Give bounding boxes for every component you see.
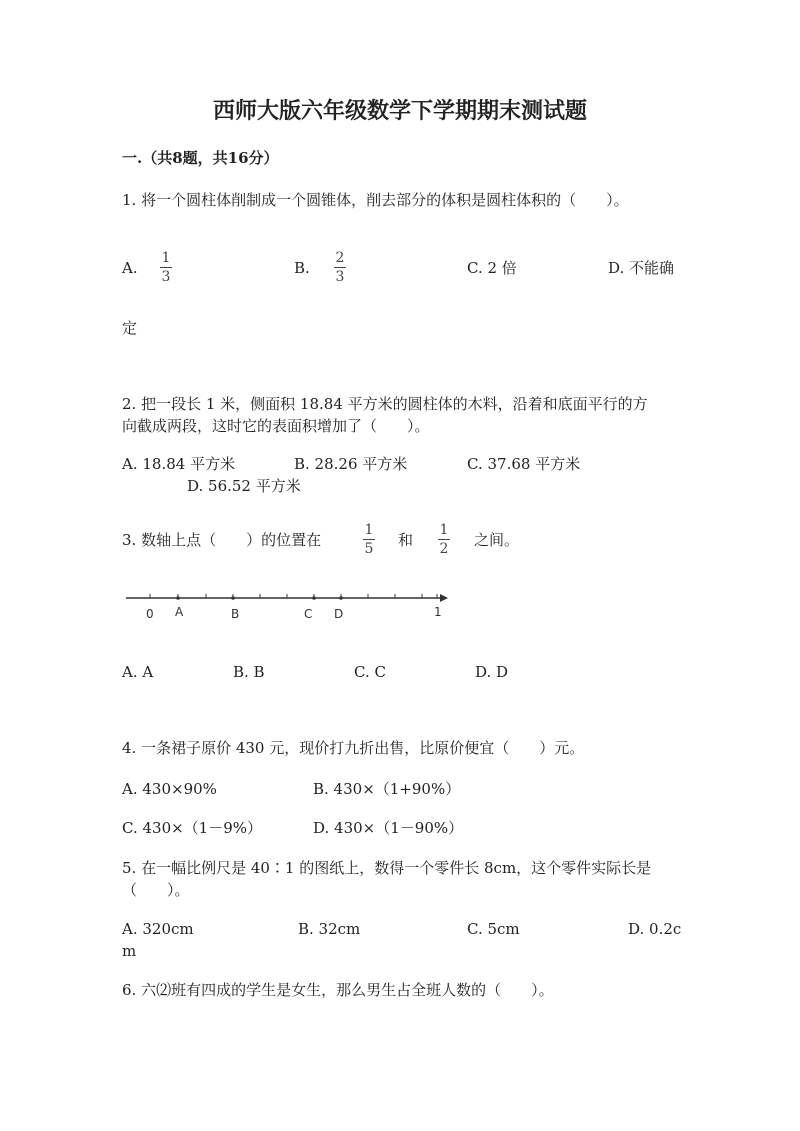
section-header: 一.（共8题，共16分）: [122, 149, 279, 167]
q2-option-c: C. 37.68 平方米: [467, 455, 581, 473]
question-2-stem-line1: 2. 把一段长 1 米，侧面积 18.84 平方米的圆柱体的木料，沿着和底面平行的方: [122, 395, 648, 413]
question-3-stem-suffix: 之间。: [474, 531, 520, 549]
question-5-stem-line1: 5. 在一幅比例尺是 40∶1 的图纸上，数得一个零件长 8cm，这个零件实际长是: [122, 859, 652, 877]
q1-option-b-label: B.: [294, 259, 310, 277]
q4-option-d: D. 430×（1－90%）: [313, 819, 464, 837]
question-6-stem: 6. 六⑵班有四成的学生是女生，那么男生占全班人数的（ ）。: [122, 981, 554, 999]
number-line-arrow: [440, 594, 448, 602]
question-1-stem: 1. 将一个圆柱体削制成一个圆锥体，削去部分的体积是圆柱体积的（ ）。: [122, 191, 629, 209]
q5-option-c: C. 5cm: [467, 920, 520, 938]
q1-option-d: D. 不能确: [608, 259, 675, 277]
point-b-marker: [231, 596, 235, 600]
fraction-numerator: 1: [364, 522, 374, 538]
q4-option-c: C. 430×（1－9%）: [122, 819, 263, 837]
question-2-stem-line2: 向截成两段，这时它的表面积增加了（ ）。: [122, 417, 430, 435]
q2-option-d: D. 56.52 平方米: [187, 477, 301, 495]
q4-option-a: A. 430×90%: [122, 780, 217, 798]
fraction-bar: [160, 267, 172, 268]
q3-option-c: C. C: [354, 663, 386, 681]
point-b-label: B: [231, 607, 240, 621]
q3-and-text: 和: [398, 531, 414, 549]
point-c-label: C: [304, 607, 313, 621]
fraction-numerator: 2: [335, 250, 345, 266]
q5-option-d-wrap: m: [122, 942, 137, 960]
fraction-denominator: 3: [161, 269, 171, 285]
number-line-one-label: 1: [434, 605, 442, 619]
q5-option-a: A. 320cm: [122, 920, 194, 938]
fraction-denominator: 5: [364, 541, 374, 557]
q1-option-a-fraction: [158, 250, 174, 285]
fraction-numerator: 1: [161, 250, 171, 266]
fraction-numerator: 1: [439, 522, 449, 538]
fraction-bar: [363, 539, 375, 540]
q3-fraction-one-fifth: [361, 522, 377, 557]
number-line-zero-label: 0: [146, 607, 154, 621]
point-d-label: D: [334, 607, 344, 621]
q3-option-d: D. D: [475, 663, 509, 681]
fraction-denominator: 2: [439, 541, 449, 557]
q1-option-c: C. 2 倍: [467, 259, 517, 277]
q3-option-b: B. B: [233, 663, 265, 681]
question-4-stem: 4. 一条裙子原价 430 元，现价打九折出售，比原价便宜（ ）元。: [122, 739, 585, 757]
page-title: 西师大版六年级数学下学期期末测试题: [212, 98, 587, 124]
q5-option-d: D. 0.2c: [628, 920, 682, 938]
question-3-stem-prefix: 3. 数轴上点（ ）的位置在: [122, 531, 322, 549]
q1-option-d-wrap: 定: [122, 319, 138, 337]
question-5-stem-line2: （ ）。: [122, 881, 190, 899]
q1-option-a-label: A.: [122, 259, 138, 277]
fraction-bar: [334, 267, 346, 268]
q5-option-b: B. 32cm: [298, 920, 361, 938]
number-line: [122, 588, 452, 628]
q3-option-a: A. A: [122, 663, 154, 681]
fraction-denominator: 3: [335, 269, 345, 285]
q2-option-b: B. 28.26 平方米: [294, 455, 408, 473]
q4-option-b: B. 430×（1+90%）: [313, 780, 461, 798]
point-c-marker: [312, 596, 316, 600]
point-a-label: A: [175, 605, 184, 619]
q2-option-a: A. 18.84 平方米: [122, 455, 236, 473]
q3-fraction-one-half: [436, 522, 452, 557]
point-d-marker: [339, 596, 343, 600]
point-a-marker: [176, 596, 180, 600]
q1-option-b-fraction: [332, 250, 348, 285]
fraction-bar: [438, 539, 450, 540]
